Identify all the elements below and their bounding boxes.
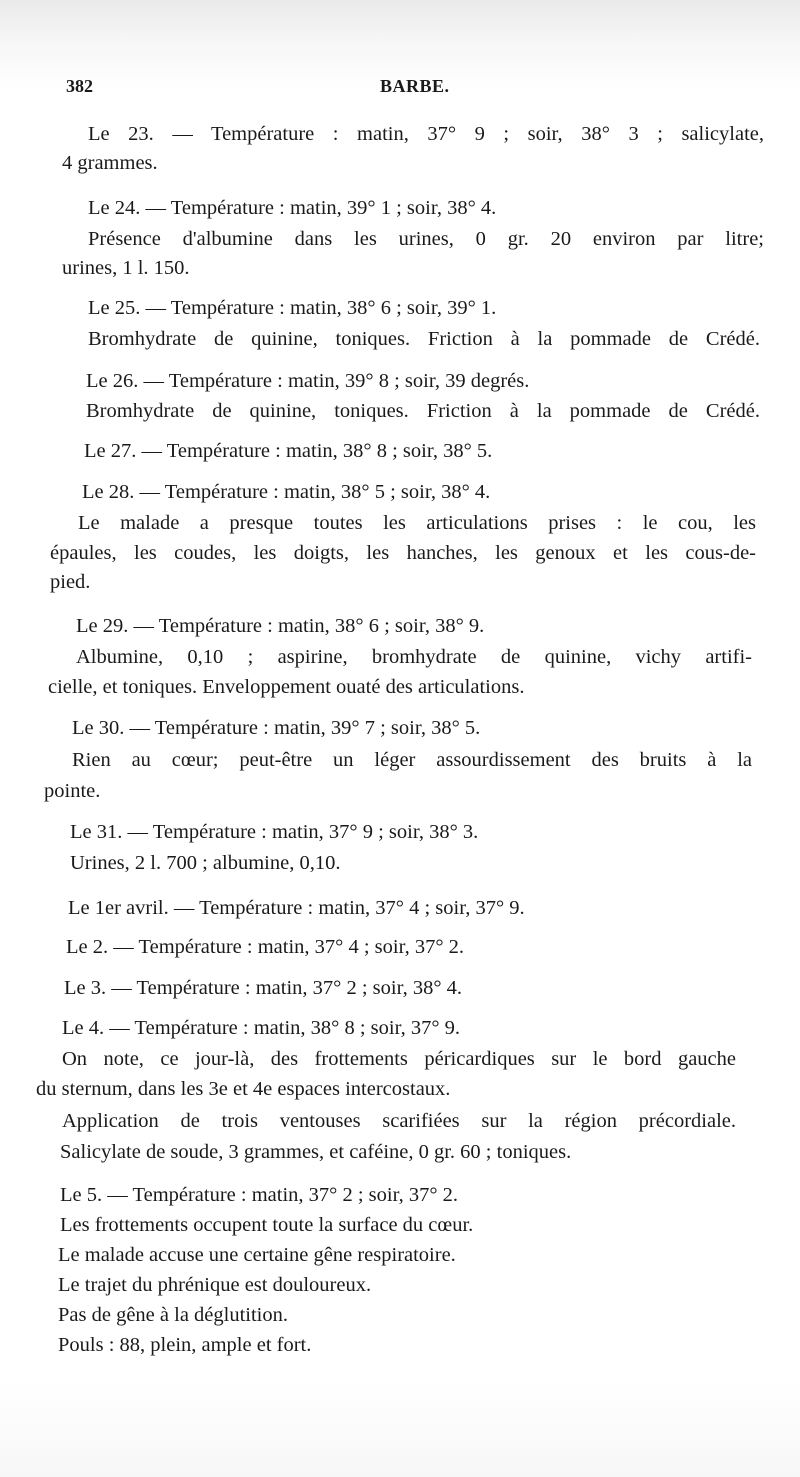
page-header bbox=[66, 76, 760, 104]
text-line: Le 1er avril. — Température : matin, 37° 4 ; soir, 37° 9. bbox=[68, 897, 525, 919]
text-line: Le 30. — Température : matin, 39° 7 ; soir, 38° 5. bbox=[72, 717, 481, 739]
text-line: épaules, les coudes, les doigts, les hanches, les genoux et les cous-de- bbox=[50, 542, 756, 564]
text-line: Le 28. — Température : matin, 38° 5 ; soir, 38° 4. bbox=[82, 481, 491, 503]
text-line: Application de trois ventouses scarifiées sur la région précordiale. bbox=[62, 1110, 736, 1132]
text-line: Le 4. — Température : matin, 38° 8 ; soir, 37° 9. bbox=[62, 1017, 461, 1039]
text-line: du sternum, dans les 3e et 4e espaces intercostaux. bbox=[36, 1078, 451, 1100]
text-line: Le 24. — Température : matin, 39° 1 ; soir, 38° 4. bbox=[88, 197, 497, 219]
text-line: Le 23. — Température : matin, 37° 9 ; soir, 38° 3 ; salicylate, bbox=[88, 123, 764, 145]
text-line: 4 grammes. bbox=[62, 152, 158, 174]
text-line: Le malade accuse une certaine gêne respiratoire. bbox=[58, 1244, 456, 1266]
text-line: Pas de gêne à la déglutition. bbox=[58, 1304, 288, 1326]
text-line: Le 27. — Température : matin, 38° 8 ; soir, 38° 5. bbox=[84, 440, 493, 462]
text-line: Rien au cœur; peut-être un léger assourdissement des bruits à la bbox=[72, 749, 752, 771]
text-line: Présence d'albumine dans les urines, 0 gr. 20 environ par litre; bbox=[88, 228, 764, 250]
text-line: Le 25. — Température : matin, 38° 6 ; soir, 39° 1. bbox=[88, 297, 497, 319]
text-line: Bromhydrate de quinine, toniques. Friction à la pommade de Crédé. bbox=[86, 400, 760, 422]
text-line: pied. bbox=[50, 571, 91, 593]
text-line: Le 29. — Température : matin, 38° 6 ; soir, 38° 9. bbox=[76, 615, 485, 637]
text-line: Bromhydrate de quinine, toniques. Friction à la pommade de Crédé. bbox=[88, 328, 760, 350]
text-line: Le trajet du phrénique est douloureux. bbox=[58, 1274, 372, 1296]
text-line: Urines, 2 l. 700 ; albumine, 0,10. bbox=[70, 852, 341, 874]
text-line: Salicylate de soude, 3 grammes, et caféine, 0 gr. 60 ; toniques. bbox=[60, 1141, 572, 1163]
page-number: 382 bbox=[66, 76, 93, 96]
text-line: Le 3. — Température : matin, 37° 2 ; soir, 38° 4. bbox=[64, 977, 463, 999]
text-line: Le malade a presque toutes les articulations prises : le cou, les bbox=[78, 512, 756, 534]
text-line: On note, ce jour-là, des frottements péricardiques sur le bord gauche bbox=[62, 1048, 736, 1070]
text-line: cielle, et toniques. Enveloppement ouaté des articulations. bbox=[48, 676, 525, 698]
text-line: Le 5. — Température : matin, 37° 2 ; soir, 37° 2. bbox=[60, 1184, 459, 1206]
text-line: urines, 1 l. 150. bbox=[62, 257, 190, 279]
text-line: Le 31. — Température : matin, 37° 9 ; soir, 38° 3. bbox=[70, 821, 479, 843]
text-line: Le 26. — Température : matin, 39° 8 ; soir, 39 degrés. bbox=[86, 370, 530, 392]
text-line: Pouls : 88, plein, ample et fort. bbox=[58, 1334, 312, 1356]
text-line: Les frottements occupent toute la surface du cœur. bbox=[60, 1214, 474, 1236]
text-line: pointe. bbox=[44, 780, 101, 802]
running-title: BARBE. bbox=[380, 76, 450, 96]
text-line: Le 2. — Température : matin, 37° 4 ; soir, 37° 2. bbox=[66, 936, 465, 958]
text-line: Albumine, 0,10 ; aspirine, bromhydrate de quinine, vichy artifi- bbox=[76, 646, 752, 668]
